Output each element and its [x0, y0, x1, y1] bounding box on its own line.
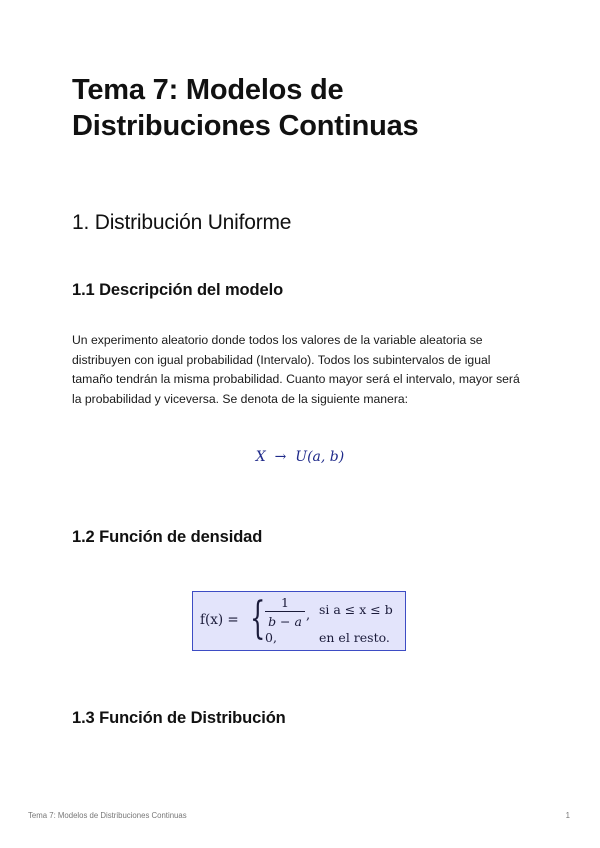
- fraction-numerator: 1: [281, 595, 289, 610]
- section-heading-distribucion-uniforme: 1. Distribución Uniforme: [72, 211, 292, 234]
- formula-lhs: f(x) =: [200, 612, 239, 628]
- density-function-formula-image: [192, 591, 406, 651]
- description-paragraph: Un experimento aleatorio donde todos los valores de la variable aleatoria se distribuyen con igual probabilidad (Intervalo). Todos los subintervalos de igual tamaño tendrán la misma probabilidad. Cuanto mayor será el intervalo, mayor será la probabilidad y viceversa. Se denota de la siguiente manera:: [72, 333, 520, 406]
- fraction-bar: [265, 611, 305, 612]
- subsection-heading-descripcion: 1.1 Descripción del modelo: [72, 281, 284, 299]
- notation-variable: X: [255, 449, 266, 465]
- formula-condition-1: si a ≤ x ≤ b: [319, 602, 393, 617]
- document-title: Tema 7: Modelos de Distribuciones Continuas: [72, 74, 419, 142]
- formula-value-2: 0,: [265, 630, 277, 645]
- uniform-notation-formula: [0, 449, 600, 465]
- footer-document-title: Tema 7: Modelos de Distribuciones Continuas: [28, 811, 187, 820]
- notation-arrow: →: [274, 449, 287, 465]
- formula-brace: {: [250, 593, 266, 644]
- formula-comma: ,: [306, 608, 311, 623]
- formula-fraction: [265, 595, 305, 629]
- footer-page-number: 1: [565, 811, 570, 820]
- subsection-heading-funcion-densidad: 1.2 Función de densidad: [72, 528, 263, 546]
- subsection-heading-funcion-distribucion: 1.3 Función de Distribución: [72, 709, 286, 727]
- formula-condition-2: en el resto.: [319, 630, 390, 645]
- fraction-denominator: b − a: [268, 614, 302, 629]
- notation-distribution: U(a, b): [295, 449, 345, 465]
